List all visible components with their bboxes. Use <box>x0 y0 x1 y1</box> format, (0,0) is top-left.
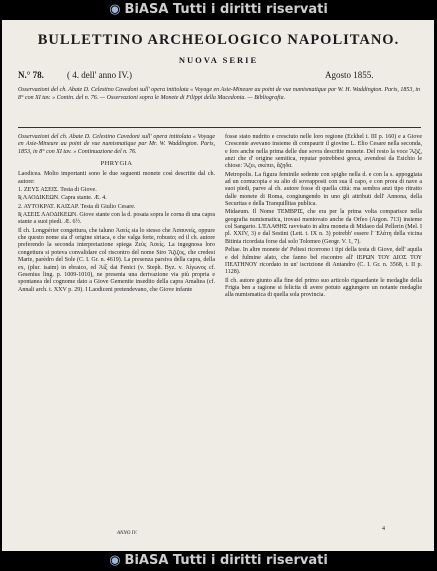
issue-line <box>18 70 423 80</box>
paragraph: Il ch. Longpérier congettura, che taluno Ἀσεὶς sia lo stesso che Ἀσαυνείς, oppure che questo nome sia d' origine siriaca, e che valga forte, robusto; ed il ch. autore preferendo la seconda interpretazione spiega Ζεὺς Ἀσεὶς. La ingegnosa loro congettura si poteva convalidare col riscontro del nome Siro Ἄζιζος, che credesi Marte, parèdro del Sole (C. I. Gr. n. 4619). La presenza parsiva della capra, della ex, (plur. isaim) in ebraico, ed Ἀίξ dai Fenici (v. Steph. Byz. v. Ἀίγωνος cf. Gesenius ling. p. 1009-1010), ne presenta una derivazione via più propria e spontanea del cognome dato a Giove Gemenite insedito della capra Amaltea (cf. Annali arch. t. XXV p. 29). I Laodiceni pretendevano, che Giove infante <box>18 227 215 293</box>
paragraph: Peltae. In altre monete de' Peltesi ricorrono i tipi della testa di Giove, dell' aquila e del fulmine alato, che fanno bel riscontro all' ΙΕΡΩΝ ΤΟΥ ΔΙΟΣ ΤΟΥ ΠΕΛΤΗΝΟΥ ricordato in un' iscrizione di Antandro (C. I. Gr. n. 3568, t. II p. 1128). <box>225 247 422 276</box>
paragraph: Il ch. autore giunto alla fine del primo suo articolo riguardante le medaglie della Frigia ben a ragione si felicita di avere potuto aggiungere un notante medaglie alla numismatica di quella sola provincia. <box>225 277 422 299</box>
biasa-logo-icon: ◉ <box>109 553 121 568</box>
issue-volume: ( 4. dell' anno IV.) <box>67 70 132 80</box>
watermark-banner-bottom <box>0 551 437 571</box>
paragraph: Midaeum. Il Nome ΤΕΜΒΡΙΣ, che era per la prima volta comparisce nella geografia numismatica, trovasi mentovato anche da Orfeo (Argon. 713) insieme col Sangario. L'ΕΛΑΘΗΣ ravvisato in altra moneta di Midaeo dal Pellerin (Mel. I pl. XXIV, 3) e dal Sestini (Lett. t. IX n. 3) potrebb' essere l' Ἐλάτη della vicina Bitinia ricordata forse dal solo Tolomeo (Geogr. V. 1, 7). <box>225 209 422 245</box>
series-subtitle: NUOVA SERIE <box>178 55 259 65</box>
article-intro: Osservazioni del ch. Abate D. Celestino Cavedoni sull' opera intitolata « Voyage en Asie-Mineure au point de vue numismatique par Mr. W. Waddington. Paris, 1853, in 8° con XI tav. » Continuazione del n. 76. <box>18 134 215 155</box>
page-title: BULLETTINO ARCHEOLOGICO NAPOLITANO. <box>37 32 400 48</box>
issue-date: Agosto 1855. <box>325 70 374 80</box>
watermark-text: BiASA Tutti i diritti riservati <box>124 2 328 17</box>
paragraph: Metropolis. La figura feminile sedente con spighe nella d. e con la s. appoggiata ad un cornucopia e su alto di sovrapposti con sua il capo, e con prora di nave a suoi piedi, parve al ch. autore fosse di quella città: ma sembra anzi tipo ritratto dalle monete di Roma, congiungendo in uno gli attributi dell' Annona, della Securitas e della Tranquillitas publica. <box>225 171 422 208</box>
watermark-text: BiASA Tutti i diritti riservati <box>124 553 328 568</box>
right-column <box>225 134 422 301</box>
section-heading: PHRYGIA <box>100 160 133 168</box>
divider <box>18 127 421 128</box>
issue-number: N.° 78. <box>18 70 44 80</box>
paragraph: Ʀ ΛΑΟΔΙΚΕΩΝ. Capra stante. Æ. 4. <box>18 195 107 202</box>
signature-mark: 4 <box>382 526 385 532</box>
paragraph: 2. ΑΥΤΟΚΡΑΤ. ΚΑΙΣΑΡ. Testa di Giulio Cesare. <box>18 203 136 210</box>
paragraph: Laodicea. Molto importanti sono le due seguenti monete così descritte dal ch. autore: <box>18 171 215 185</box>
document-page <box>2 20 434 551</box>
left-column <box>18 134 215 295</box>
biasa-logo-icon: ◉ <box>109 2 121 17</box>
watermark-banner-top <box>0 0 437 20</box>
paragraph: Ʀ ΑΣΕΙΣ ΛΑΟΔΙΚΕΩΝ. Giove stante con la d. posata sopra le corna di una capra stante a suoi piedi. Æ. 6½. <box>18 212 215 226</box>
catchword: ANNO IV. <box>117 531 137 536</box>
paragraph: 1. ΖΕΥΣ ΑΣΕΙΣ. Testa di Giove. <box>18 187 97 194</box>
table-of-contents: Osservazioni del ch. Abate D. Celestino Cavedoni sull' opera intitolata « Voyage en Asie-Mineure au point de vue numismatique par W. H. Waddington. Paris, 1853, in 8° con XI tav. » Contin. del n. 76. — Osservazioni sopra le Monete di Filippi della Macedonia. — Bibliografia. <box>18 87 421 101</box>
paragraph: fosse stato nudrito e cresciuto nelle loro regione (Eckhel t. III p. 160) e a Giove Crescente avevano insieme di compaurir il giovine L. Elio Cesare nella seconda, e fors anche nella prima delle due sovra descritte monete. Del resto la voce Ἄζιζ, anzi che d' origine semitica, reputar potrebbesi greca, avendosi da Esichio le chiose: Ἄζει, σκέπει, ἄζηδα. <box>225 134 422 170</box>
